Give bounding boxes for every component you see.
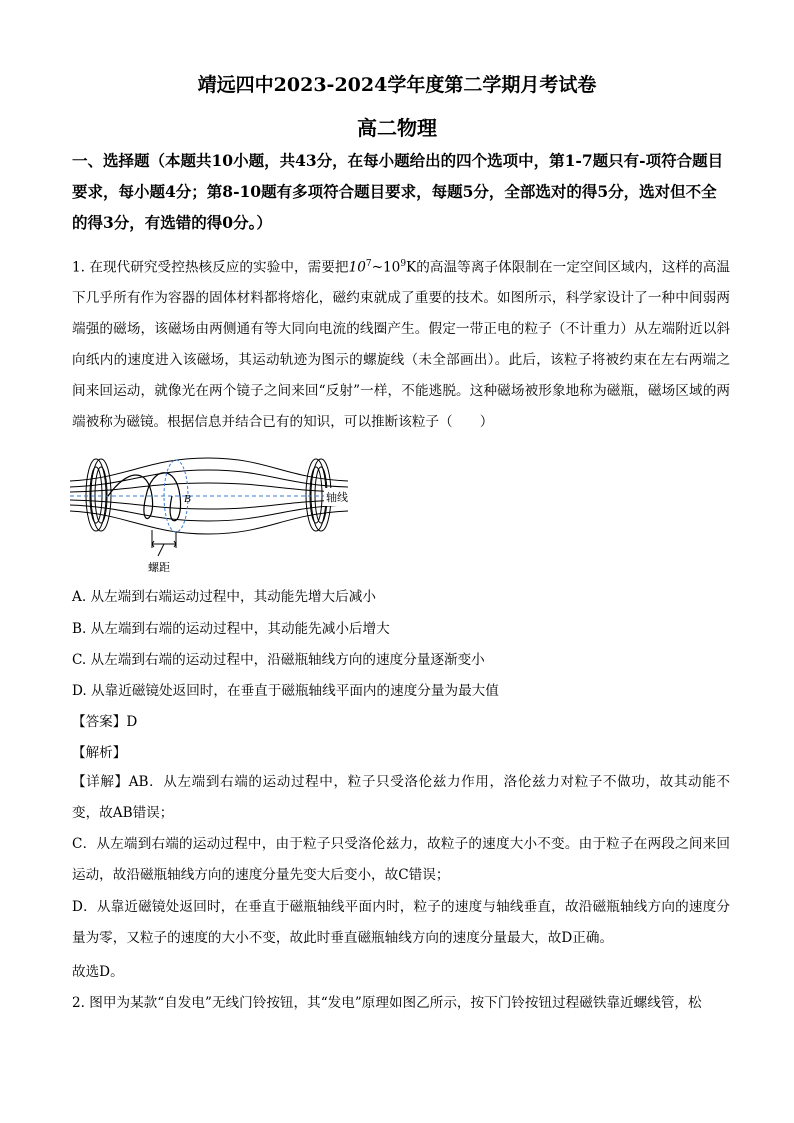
question-1-stem — [72, 249, 730, 437]
figure-label-b: B — [184, 493, 191, 505]
exam-subtitle: 高二物理 — [357, 116, 437, 140]
question-1-stem-rest: 的高温等离子体限制在一定空间区域内，这样的高温下几乎所有作为容器的固体材料都将熔化，磁约束就成了重要的技术。如图所示，科学家设计了一种中间弱两端强的磁场，该磁场由两侧通有等大同向电流的线圈产生。假定一带正电的粒子（不计重力）从左端附近以斜向纸内的速度进入该磁场，其运动轨迹为图示的螺旋线（未全部画出）。此后，该粒子将被约束在左右两端之间来回运动，就像光在两个镜子之间来回“反射”一样，不能逃脱。这种磁场被形象地称为磁瓶，磁场区域的两端被称为磁镜。根据信息并结合已有的知识，可以推断该粒子（ ） — [72, 259, 730, 430]
magnetic-bottle-figure — [68, 448, 358, 578]
exam-title: 靖远四中2023-2024学年度第二学期月考试卷 — [197, 74, 597, 96]
option-c: C. 从左端到右端的运动过程中，沿磁瓶轴线方向的速度分量逐渐变小 — [72, 652, 485, 668]
spiral-trajectory — [108, 473, 181, 521]
temp-base-1: 10 — [348, 259, 366, 276]
temp-exponent-2: 9 — [400, 259, 407, 269]
temp-base-2: 10 — [383, 259, 401, 276]
answer-label: 【答案】D — [72, 714, 138, 730]
detail-ab: 【详解】AB．从左端到右端的运动过程中，粒子只受洛伦兹力作用，洛伦兹力对粒子不做功，故其动能不变，故AB错误； — [72, 774, 730, 821]
left-coil-outer — [86, 459, 106, 531]
field-line — [70, 511, 348, 534]
question-1-stem-start: 1. 在现代研究受控热核反应的实验中，需要把 — [72, 259, 349, 276]
tilde-symbol: ~ — [371, 259, 383, 276]
right-coil-outer — [306, 459, 326, 531]
option-b: B. 从左端到右端的运动过程中，其动能先减小后增大 — [72, 621, 390, 637]
temp-exponent-1: 7 — [365, 259, 372, 269]
option-d: D. 从靠近磁镜处返回时，在垂直于磁瓶轴线平面内的速度分量为最大值 — [72, 683, 499, 699]
figure-label-axis: 轴线 — [326, 491, 348, 504]
option-a: A. 从左端到右端运动过程中，其动能先增大后减小 — [72, 589, 376, 605]
analysis-label: 【解析】 — [72, 745, 127, 761]
question-2-stem: 2. 图甲为某款“自发电”无线门铃按钮，其“发电”原理如图乙所示，按下门铃按钮过程磁铁靠近螺线管，松 — [72, 995, 702, 1011]
field-line — [70, 458, 348, 481]
detail-d: D．从靠近磁镜处返回时，在垂直于磁瓶轴线平面内时，粒子的速度与轴线垂直，故沿磁瓶轴线方向的速度分量为零，又粒子的速度的大小不变，故此时垂直磁瓶轴线方向的速度分量最大，故D正确。 — [72, 899, 730, 946]
conclusion: 故选D。 — [72, 964, 124, 980]
detail-c: C．从左端到右端的运动过程中，由于粒子只受洛伦兹力，故粒子的速度大小不变。由于粒子在两段之间来回运动，故沿磁瓶轴线方向的速度分量先变大后变小，故C错误； — [72, 836, 730, 883]
temp-unit: K — [406, 259, 417, 276]
figure-label-pitch: 螺距 — [148, 561, 170, 574]
section-instructions: 一、选择题（本题共10小题，共43分，在每小题给出的四个选项中，第1-7题只有-项符合题目要求，每小题4分；第8-10题有多项符合题目要求，每题5分，全部选对的得5分，选对但不全的得3分，有选错的得0分。） — [72, 151, 724, 232]
